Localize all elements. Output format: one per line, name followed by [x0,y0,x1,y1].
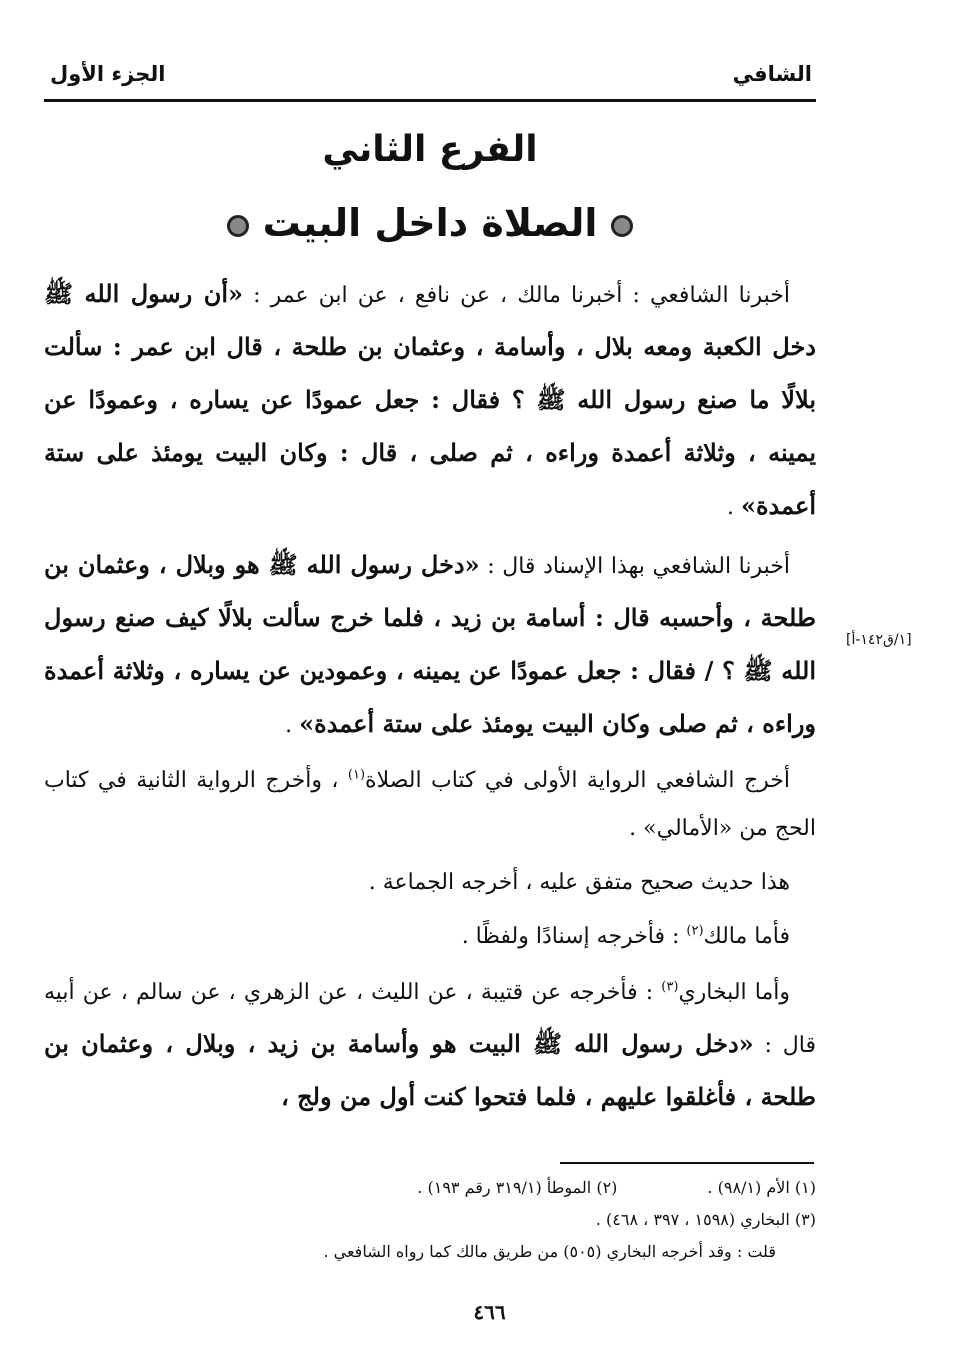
header-volume: الجزء الأول [50,62,166,86]
body-text [44,268,816,1130]
hadith-text-1: «أن رسول الله ﷺ دخل الكعبة ومعه بلال ، وأسامة ، وعثمان بن طلحة ، قال ابن عمر : سألت بلالًا ما صنع رسول الله ﷺ ؟ فقال : جعل عمودًا عن يساره ، وعمودًا عن يمينه ، وثلاثة أعمدة وراءه ، ثم صلى ، قال : وكان البيت يومئذ على ستة أعمدة» [44,279,816,520]
paragraph-6-text: وأما البخاري [678,980,790,1005]
paragraph-1-end: . [726,495,741,520]
footnote-1: (١) الأم (٩٨/١) . [707,1178,816,1197]
footnote-note: قلت : وقد أخرجه البخاري (٥٠٥) من طريق مالك كما رواه الشافعي . [323,1242,776,1261]
footnote-row [44,1236,816,1268]
paragraph-5 [44,913,816,961]
page-number: ٤٦٦ [473,1300,506,1324]
footnote-ref-1[interactable]: (١) [347,767,366,783]
footnote-2: (٢) الموطأ (٣١٩/١ رقم ١٩٣) . [417,1178,618,1197]
hadith-text-3: «دخل رسول الله ﷺ البيت هو وأسامة بن زيد ، وبلال ، وعثمان بن طلحة ، فأغلقوا عليهم ، فلما فتحوا كنت أول من ولج ، [44,1029,816,1111]
paragraph-4 [44,859,816,907]
paragraph-4-text: هذا حديث صحيح متفق عليه ، أخرجه الجماعة . [368,870,790,895]
footnotes [44,1172,816,1268]
manuscript-folio-note: [١/ق١٤٢-أ] [846,632,912,648]
paragraph-2 [44,539,816,751]
footnote-3: (٣) البخاري (١٥٩٨ ، ٣٩٧ ، ٤٦٨) . [595,1210,816,1229]
paragraph-3-text: أخرج الشافعي الرواية الأولى في كتاب الصلاة [365,768,790,793]
paragraph-5-text: فأما مالك [703,924,790,949]
footnote-rule [560,1162,814,1164]
circle-ornament-icon [611,215,633,237]
footnote-row [44,1172,816,1204]
section-title-row [44,194,816,252]
chapter-title: الفرع الثاني [322,129,538,170]
paragraph-1 [44,268,816,533]
paragraph-3-text-end: ، وأخرج الرواية الثانية في كتاب الحج من «الأمالي» . [44,768,816,841]
header-book-name: الشافي [732,62,812,86]
paragraph-2-end: . [285,713,300,738]
header-rule [44,99,816,102]
footnote-ref-3[interactable]: (٣) [661,979,679,995]
running-header [44,58,816,98]
paragraph-6-text-mid: : فأخرجه عن قتيبة ، عن الليث ، عن الزهري ، عن سالم ، عن أبيه قال : [44,980,817,1058]
footnote-row [44,1204,816,1236]
paragraph-3 [44,757,816,853]
paragraph-2-intro: أخبرنا الشافعي بهذا الإسناد قال : [487,554,790,579]
section-title: الصلاة داخل البيت [262,201,598,245]
hadith-text-2: «دخل رسول الله ﷺ هو وبلال ، وعثمان بن طلحة ، وأحسبه قال : أسامة بن زيد ، فلما خرج سألت بلالًا كيف صنع رسول الله ﷺ ؟ / فقال : جعل عمودًا عن يمينه ، وعمودين عن يساره ، وثلاثة أعمدة وراءه ، ثم صلى وكان البيت يومئذ على ستة أعمدة» [44,550,816,738]
footnote-ref-2[interactable]: (٢) [686,923,704,939]
paragraph-6 [44,967,816,1124]
paragraph-5-text-end: : فأخرجه إسنادًا ولفظًا . [461,924,687,949]
circle-ornament-icon [227,215,249,237]
paragraph-1-intro: أخبرنا الشافعي : أخبرنا مالك ، عن نافع ، عن ابن عمر : [253,283,790,308]
